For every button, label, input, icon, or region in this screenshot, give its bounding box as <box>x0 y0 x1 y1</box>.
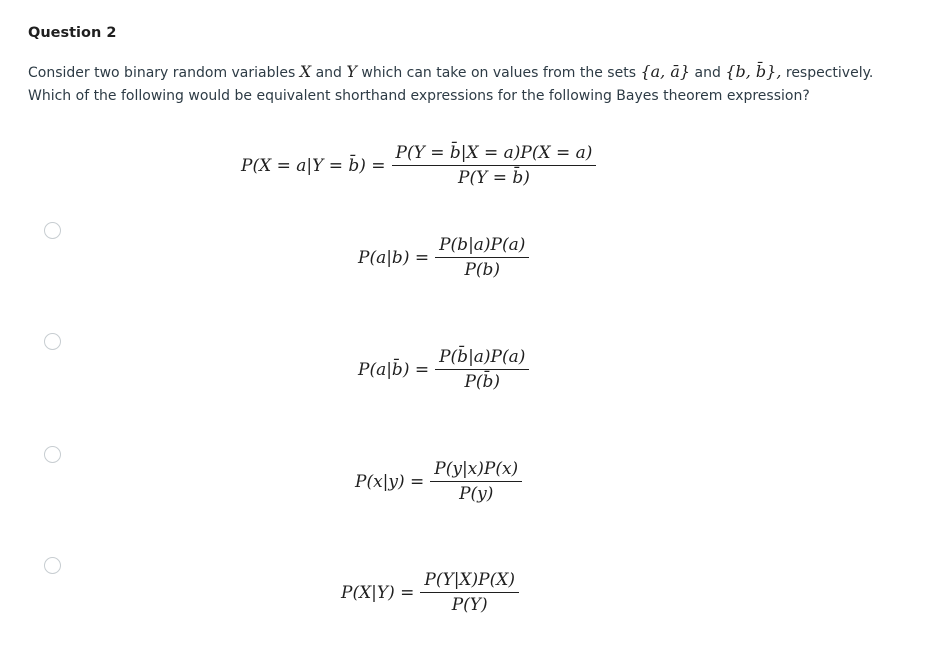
option-4-denominator: P(Y) <box>451 595 488 615</box>
question-text-and2: and <box>690 65 726 81</box>
option-1-equation <box>358 235 529 280</box>
equation-lhs: P(X = a|Y = b̄) = <box>241 155 386 176</box>
option-4-numerator: P(Y|X)P(X) <box>424 570 515 590</box>
bayes-main-equation <box>241 143 596 188</box>
question-text <box>28 60 908 108</box>
option-1-fraction <box>435 235 529 280</box>
option-3-numerator: P(y|x)P(x) <box>434 459 519 479</box>
option-2-numerator: P(b̄|a)P(a) <box>439 347 526 367</box>
option-4-lhs: P(X|Y) = <box>341 582 415 603</box>
question-text-part1: Consider two binary random variables <box>28 65 300 81</box>
option-4-equation <box>341 570 519 615</box>
option-4-fraction <box>420 570 519 615</box>
variable-y: Y <box>346 62 357 81</box>
question-text-part3: respectively. Which of the following would be equivalent shorthand expressions for the following Bayes theorem expression? <box>28 65 874 104</box>
option-1-lhs: P(a|b) = <box>358 247 430 268</box>
option-3-radio[interactable] <box>44 446 61 463</box>
option-4-radio[interactable] <box>44 557 61 574</box>
variable-x: X <box>299 62 312 81</box>
equation-numerator: P(Y = b̄|X = a)P(X = a) <box>395 143 593 163</box>
equation-fraction <box>392 143 597 188</box>
option-3-equation <box>355 459 522 504</box>
option-3-denominator: P(y) <box>459 484 494 504</box>
option-1-denominator: P(b) <box>464 260 501 280</box>
question-text-and1: and <box>311 65 347 81</box>
equation-denominator: P(Y = b̄) <box>458 168 530 188</box>
option-2-lhs: P(a|b̄) = <box>358 359 430 380</box>
option-2-fraction <box>435 347 529 392</box>
set-x-values: {a, ā} <box>640 62 691 81</box>
option-2-radio[interactable] <box>44 333 61 350</box>
question-title: Question 2 <box>28 25 117 41</box>
set-y-values: {b, b̄}, <box>725 62 782 81</box>
option-1-numerator: P(b|a)P(a) <box>439 235 526 255</box>
option-3-fraction <box>430 459 522 504</box>
option-1-radio[interactable] <box>44 222 61 239</box>
question-text-part2: which can take on values from the sets <box>356 65 641 81</box>
option-2-denominator: P(b̄) <box>464 372 501 392</box>
option-3-lhs: P(x|y) = <box>355 471 425 492</box>
option-2-equation <box>358 347 529 392</box>
